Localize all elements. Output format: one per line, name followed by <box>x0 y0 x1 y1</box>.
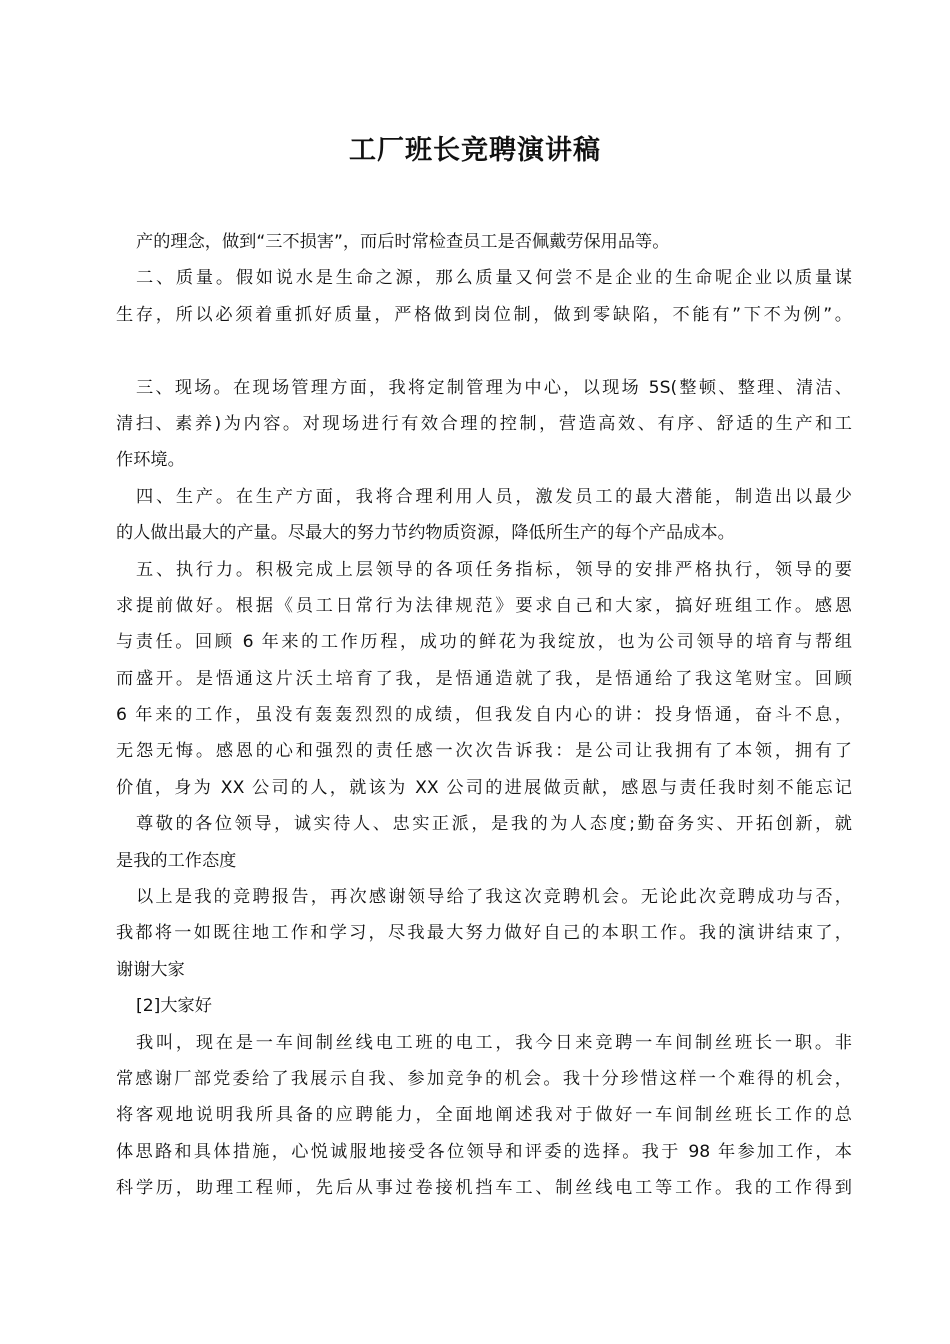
text-line: 谢谢大家 <box>116 959 185 980</box>
text-line: 而盛开。是悟通这片沃土培育了我，是悟通造就了我，是悟通给了我这笔财宝。回顾 <box>116 668 852 689</box>
text-line: 价值，身为 XX 公司的人，就该为 XX 公司的进展做贡献，感恩与责任我时刻不能忘记 <box>116 777 852 798</box>
text-line: 科学历，助理工程师，先后从事过卷接机挡车工、制丝线电工等工作。我的工作得到 <box>116 1178 852 1199</box>
document-title: 工厂班长竞聘演讲稿 <box>349 135 601 166</box>
text-line: 作环境。 <box>116 450 185 471</box>
text-line: 将客观地说明我所具备的应聘能力，全面地阐述我对于做好一车间制丝班长工作的总 <box>116 1105 852 1126</box>
text-line: 6 年来的工作，虽没有轰轰烈烈的成绩，但我发自内心的讲：投身悟通，奋斗不息， <box>116 705 852 726</box>
text-line: 常感谢厂部党委给了我展示自我、参加竞争的机会。我十分珍惜这样一个难得的机会， <box>116 1068 852 1089</box>
text-line: [2]大家好 <box>136 996 212 1017</box>
text-line: 三、现场。在现场管理方面，我将定制管理为中心，以现场 5S(整顿、整理、清洁、 <box>136 377 852 398</box>
text-line: 与责任。回顾 6 年来的工作历程，成功的鲜花为我绽放，也为公司领导的培育与帮组 <box>116 632 852 653</box>
text-line: 我叫，现在是一车间制丝线电工班的电工，我今日来竞聘一车间制丝班长一职。非 <box>136 1032 852 1053</box>
text-line: 五、执行力。积极完成上层领导的各项任务指标，领导的安排严格执行，领导的要 <box>136 559 852 580</box>
text-line: 求提前做好。根据《员工日常行为法律规范》要求自己和大家，搞好班组工作。感恩 <box>116 595 852 616</box>
text-line: 的人做出最大的产量。尽最大的努力节约物质资源，降低所生产的每个产品成本。 <box>116 523 735 544</box>
text-line: 生存，所以必须着重抓好质量，严格做到岗位制，做到零缺陷，不能有”下不为例”。 <box>116 304 852 325</box>
text-line: 我都将一如既往地工作和学习，尽我最大努力做好自己的本职工作。我的演讲结束了， <box>116 923 852 944</box>
text-line: 无怨无悔。感恩的心和强烈的责任感一次次告诉我：是公司让我拥有了本领，拥有了 <box>116 741 852 762</box>
text-line: 是我的工作态度 <box>116 850 237 871</box>
text-line: 产的理念，做到“三不损害”，而后时常检查员工是否佩戴劳保用品等。 <box>136 232 670 252</box>
blank-line <box>116 333 852 369</box>
text-line: 二、质量。假如说水是生命之源，那么质量又何尝不是企业的生命呢企业以质量谋 <box>136 268 852 289</box>
document-body <box>116 224 852 1207</box>
text-line: 尊敬的各位领导，诚实待人、忠实正派，是我的为人态度;勤奋务实、开拓创新，就 <box>136 814 852 835</box>
text-line: 体思路和具体措施，心悦诚服地接受各位领导和评委的选择。我于 98 年参加工作，本 <box>116 1141 852 1162</box>
text-line: 四、生产。在生产方面，我将合理利用人员，激发员工的最大潜能，制造出以最少 <box>136 486 852 507</box>
text-line: 清扫、素养)为内容。对现场进行有效合理的控制，营造高效、有序、舒适的生产和工 <box>116 413 852 434</box>
text-line: 以上是我的竞聘报告，再次感谢领导给了我这次竞聘机会。无论此次竞聘成功与否， <box>136 887 852 908</box>
